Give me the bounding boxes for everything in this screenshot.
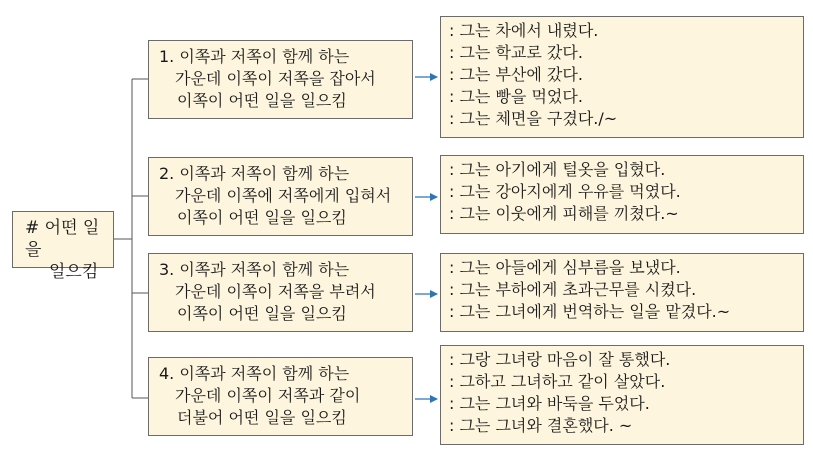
example-1-1: : 그는 차에서 내렸다.	[449, 21, 599, 40]
examples-node-4	[440, 345, 804, 445]
example-1-3: : 그는 부산에 갔다.	[449, 65, 583, 84]
category-2-line-2: 가운데 이쪽에 저쪽에게 입혀서	[175, 186, 392, 205]
example-4-1: : 그랑 그녀랑 마음이 잘 통했다.	[449, 350, 671, 369]
category-1-line-1: 1. 이쪽과 저쪽이 함께 하는	[159, 47, 350, 66]
category-1-line-2: 가운데 이쪽이 저쪽을 잡아서	[175, 69, 376, 88]
category-node-1	[148, 40, 413, 119]
example-3-1: : 그는 아들에게 심부름을 보냈다.	[449, 258, 681, 277]
example-4-2: : 그하고 그녀하고 같이 살았다.	[449, 372, 666, 391]
category-3-line-3: 이쪽이 어떤 일을 일으킴	[177, 304, 347, 323]
root-line-2: 일으킴	[49, 262, 99, 282]
tree-bracket	[114, 79, 148, 398]
root-node	[12, 211, 114, 282]
example-2-2: : 그는 강아지에게 우유를 먹였다.	[449, 182, 681, 201]
example-3-3: : 그는 그녀에게 번역하는 일을 맡겼다.~	[449, 302, 731, 321]
category-2-line-3: 이쪽이 어떤 일을 일으킴	[177, 208, 347, 227]
category-4-line-3: 더불어 어떤 일을 일으킴	[177, 408, 347, 427]
root-line-1: # 어떤 일을	[25, 218, 100, 260]
example-4-4: : 그는 그녀와 결혼했다. ~	[449, 416, 633, 435]
example-2-1: : 그는 아기에게 털옷을 입혔다.	[449, 160, 666, 179]
category-4-line-2: 가운데 이쪽이 저쪽과 같이	[175, 386, 361, 405]
category-4-line-1: 4. 이쪽과 저쪽이 함께 하는	[159, 364, 350, 383]
example-1-5: : 그는 체면을 구겼다./~	[449, 109, 618, 128]
category-node-3	[148, 253, 413, 332]
examples-node-2	[440, 155, 804, 234]
example-1-2: : 그는 학교로 갔다.	[449, 43, 583, 62]
examples-node-3	[440, 253, 804, 332]
category-3-line-2: 가운데 이쪽이 저쪽을 부려서	[175, 282, 376, 301]
category-node-2	[148, 157, 413, 236]
category-2-line-1: 2. 이쪽과 저쪽이 함께 하는	[159, 164, 350, 183]
example-1-4: : 그는 빵을 먹었다.	[449, 87, 583, 106]
category-3-line-1: 3. 이쪽과 저쪽이 함께 하는	[159, 260, 350, 279]
category-1-line-3: 이쪽이 어떤 일을 일으킴	[177, 91, 347, 110]
example-4-3: : 그는 그녀와 바둑을 두었다.	[449, 394, 650, 413]
example-3-2: : 그는 부하에게 초과근무를 시켰다.	[449, 280, 697, 299]
examples-node-1	[440, 16, 804, 138]
category-node-4	[148, 357, 413, 436]
example-2-3: : 그는 이웃에게 피해를 끼쳤다.~	[449, 204, 679, 223]
